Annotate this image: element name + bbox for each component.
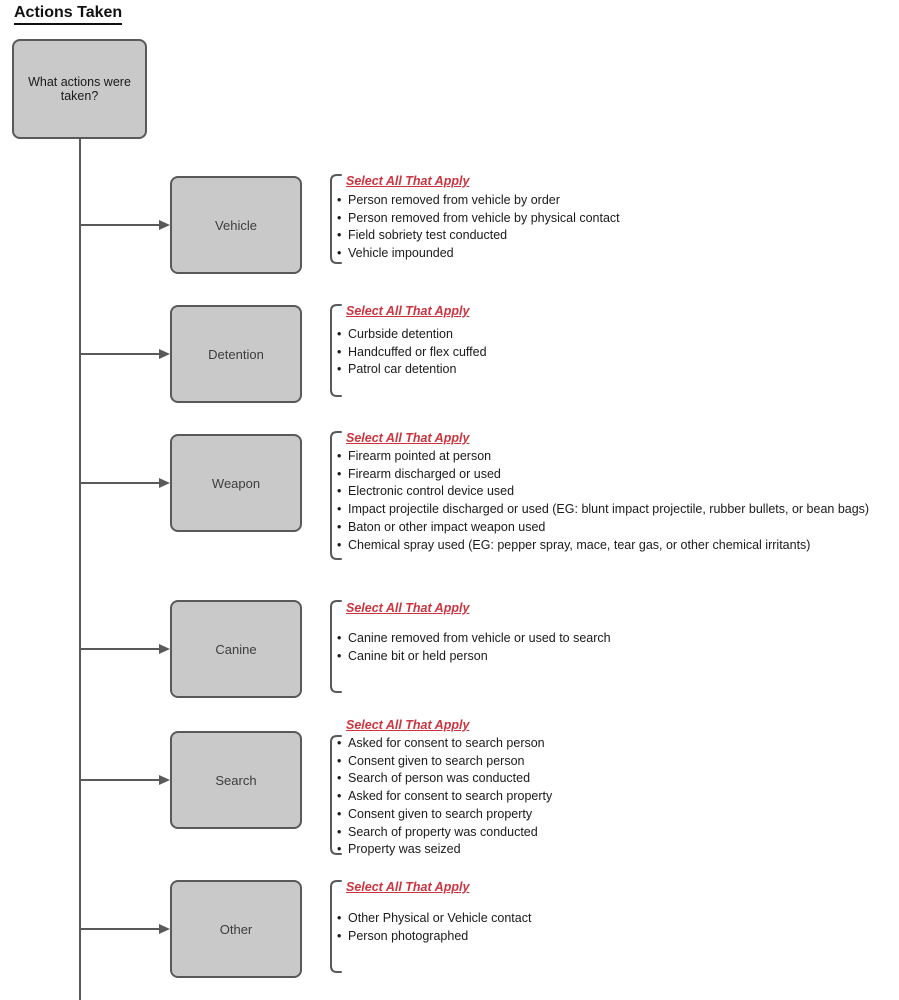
connector-branch-vehicle [80,224,159,226]
option-item: • Firearm discharged or used [337,466,869,484]
arrowhead-icon [159,220,170,230]
options-list-detention [337,326,487,379]
page-title: Actions Taken [14,4,122,25]
option-item: • Chemical spray used (EG: pepper spray, mace, tear gas, or other chemical irritants) [337,537,869,555]
option-item: • Person removed from vehicle by order [337,192,620,210]
option-item: • Field sobriety test conducted [337,227,620,245]
node-vehicle: Vehicle [170,176,302,274]
option-item: • Baton or other impact weapon used [337,519,869,537]
option-item: • Electronic control device used [337,483,869,501]
option-item: • Handcuffed or flex cuffed [337,344,487,362]
connector-branch-detention [80,353,159,355]
connector-branch-search [80,779,159,781]
root-node: What actions were taken? [12,39,147,139]
node-other: Other [170,880,302,978]
option-item: • Property was seized [337,841,552,859]
option-item: • Person removed from vehicle by physical contact [337,210,620,228]
arrowhead-icon [159,644,170,654]
option-item: • Asked for consent to search person [337,735,552,753]
options-list-canine [337,630,611,665]
options-list-weapon [337,448,869,554]
options-list-search [337,735,552,859]
node-weapon: Weapon [170,434,302,532]
option-item: • Vehicle impounded [337,245,620,263]
option-item: • Other Physical or Vehicle contact [337,910,531,928]
option-item: • Person photographed [337,928,531,946]
option-item: • Canine removed from vehicle or used to search [337,630,611,648]
option-item: • Canine bit or held person [337,648,611,666]
select-all-label: Select All That Apply [346,880,470,894]
arrowhead-icon [159,349,170,359]
options-list-vehicle [337,192,620,263]
option-item: • Impact projectile discharged or used (EG: blunt impact projectile, rubber bullets, or bean bags) [337,501,869,519]
option-item: • Firearm pointed at person [337,448,869,466]
connector-branch-weapon [80,482,159,484]
options-list-other [337,910,531,945]
option-item: • Patrol car detention [337,361,487,379]
option-item: • Search of property was conducted [337,824,552,842]
select-all-label: Select All That Apply [346,718,470,732]
node-detention: Detention [170,305,302,403]
select-all-label: Select All That Apply [346,431,470,445]
option-item: • Search of person was conducted [337,770,552,788]
node-canine: Canine [170,600,302,698]
select-all-label: Select All That Apply [346,304,470,318]
option-item: • Consent given to search person [337,753,552,771]
option-item: • Consent given to search property [337,806,552,824]
connector-branch-canine [80,648,159,650]
arrowhead-icon [159,924,170,934]
select-all-label: Select All That Apply [346,601,470,615]
connector-branch-other [80,928,159,930]
arrowhead-icon [159,775,170,785]
option-item: • Asked for consent to search property [337,788,552,806]
arrowhead-icon [159,478,170,488]
node-search: Search [170,731,302,829]
option-item: • Curbside detention [337,326,487,344]
select-all-label: Select All That Apply [346,174,470,188]
connector-trunk [79,139,81,1000]
